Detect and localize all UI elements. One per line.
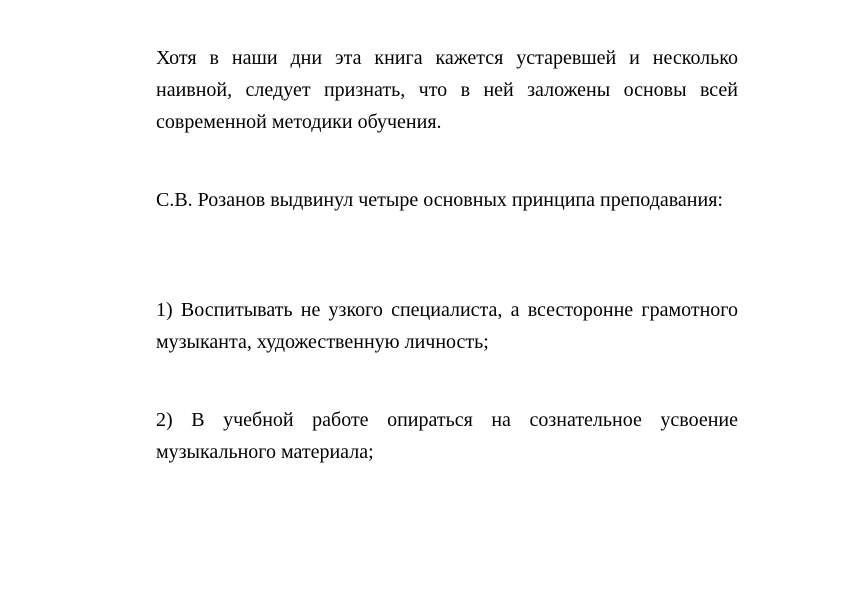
paragraph-book-assessment: Хотя в наши дни эта книга кажется устаревшей и несколько наивной, следует признать, что в ней заложены основы всей современной методики обучения.	[156, 47, 738, 133]
paragraph-principles-intro: С.В. Розанов выдвинул четыре основных принципа преподавания:	[156, 189, 723, 211]
paragraph-principle-2: 2) В учебной работе опираться на сознательное усвоение музыкального материала;	[156, 409, 738, 463]
paragraph-principle-1: 1) Воспитывать не узкого специалиста, а всесторонне грамотного музыканта, художественную личность;	[156, 299, 738, 353]
